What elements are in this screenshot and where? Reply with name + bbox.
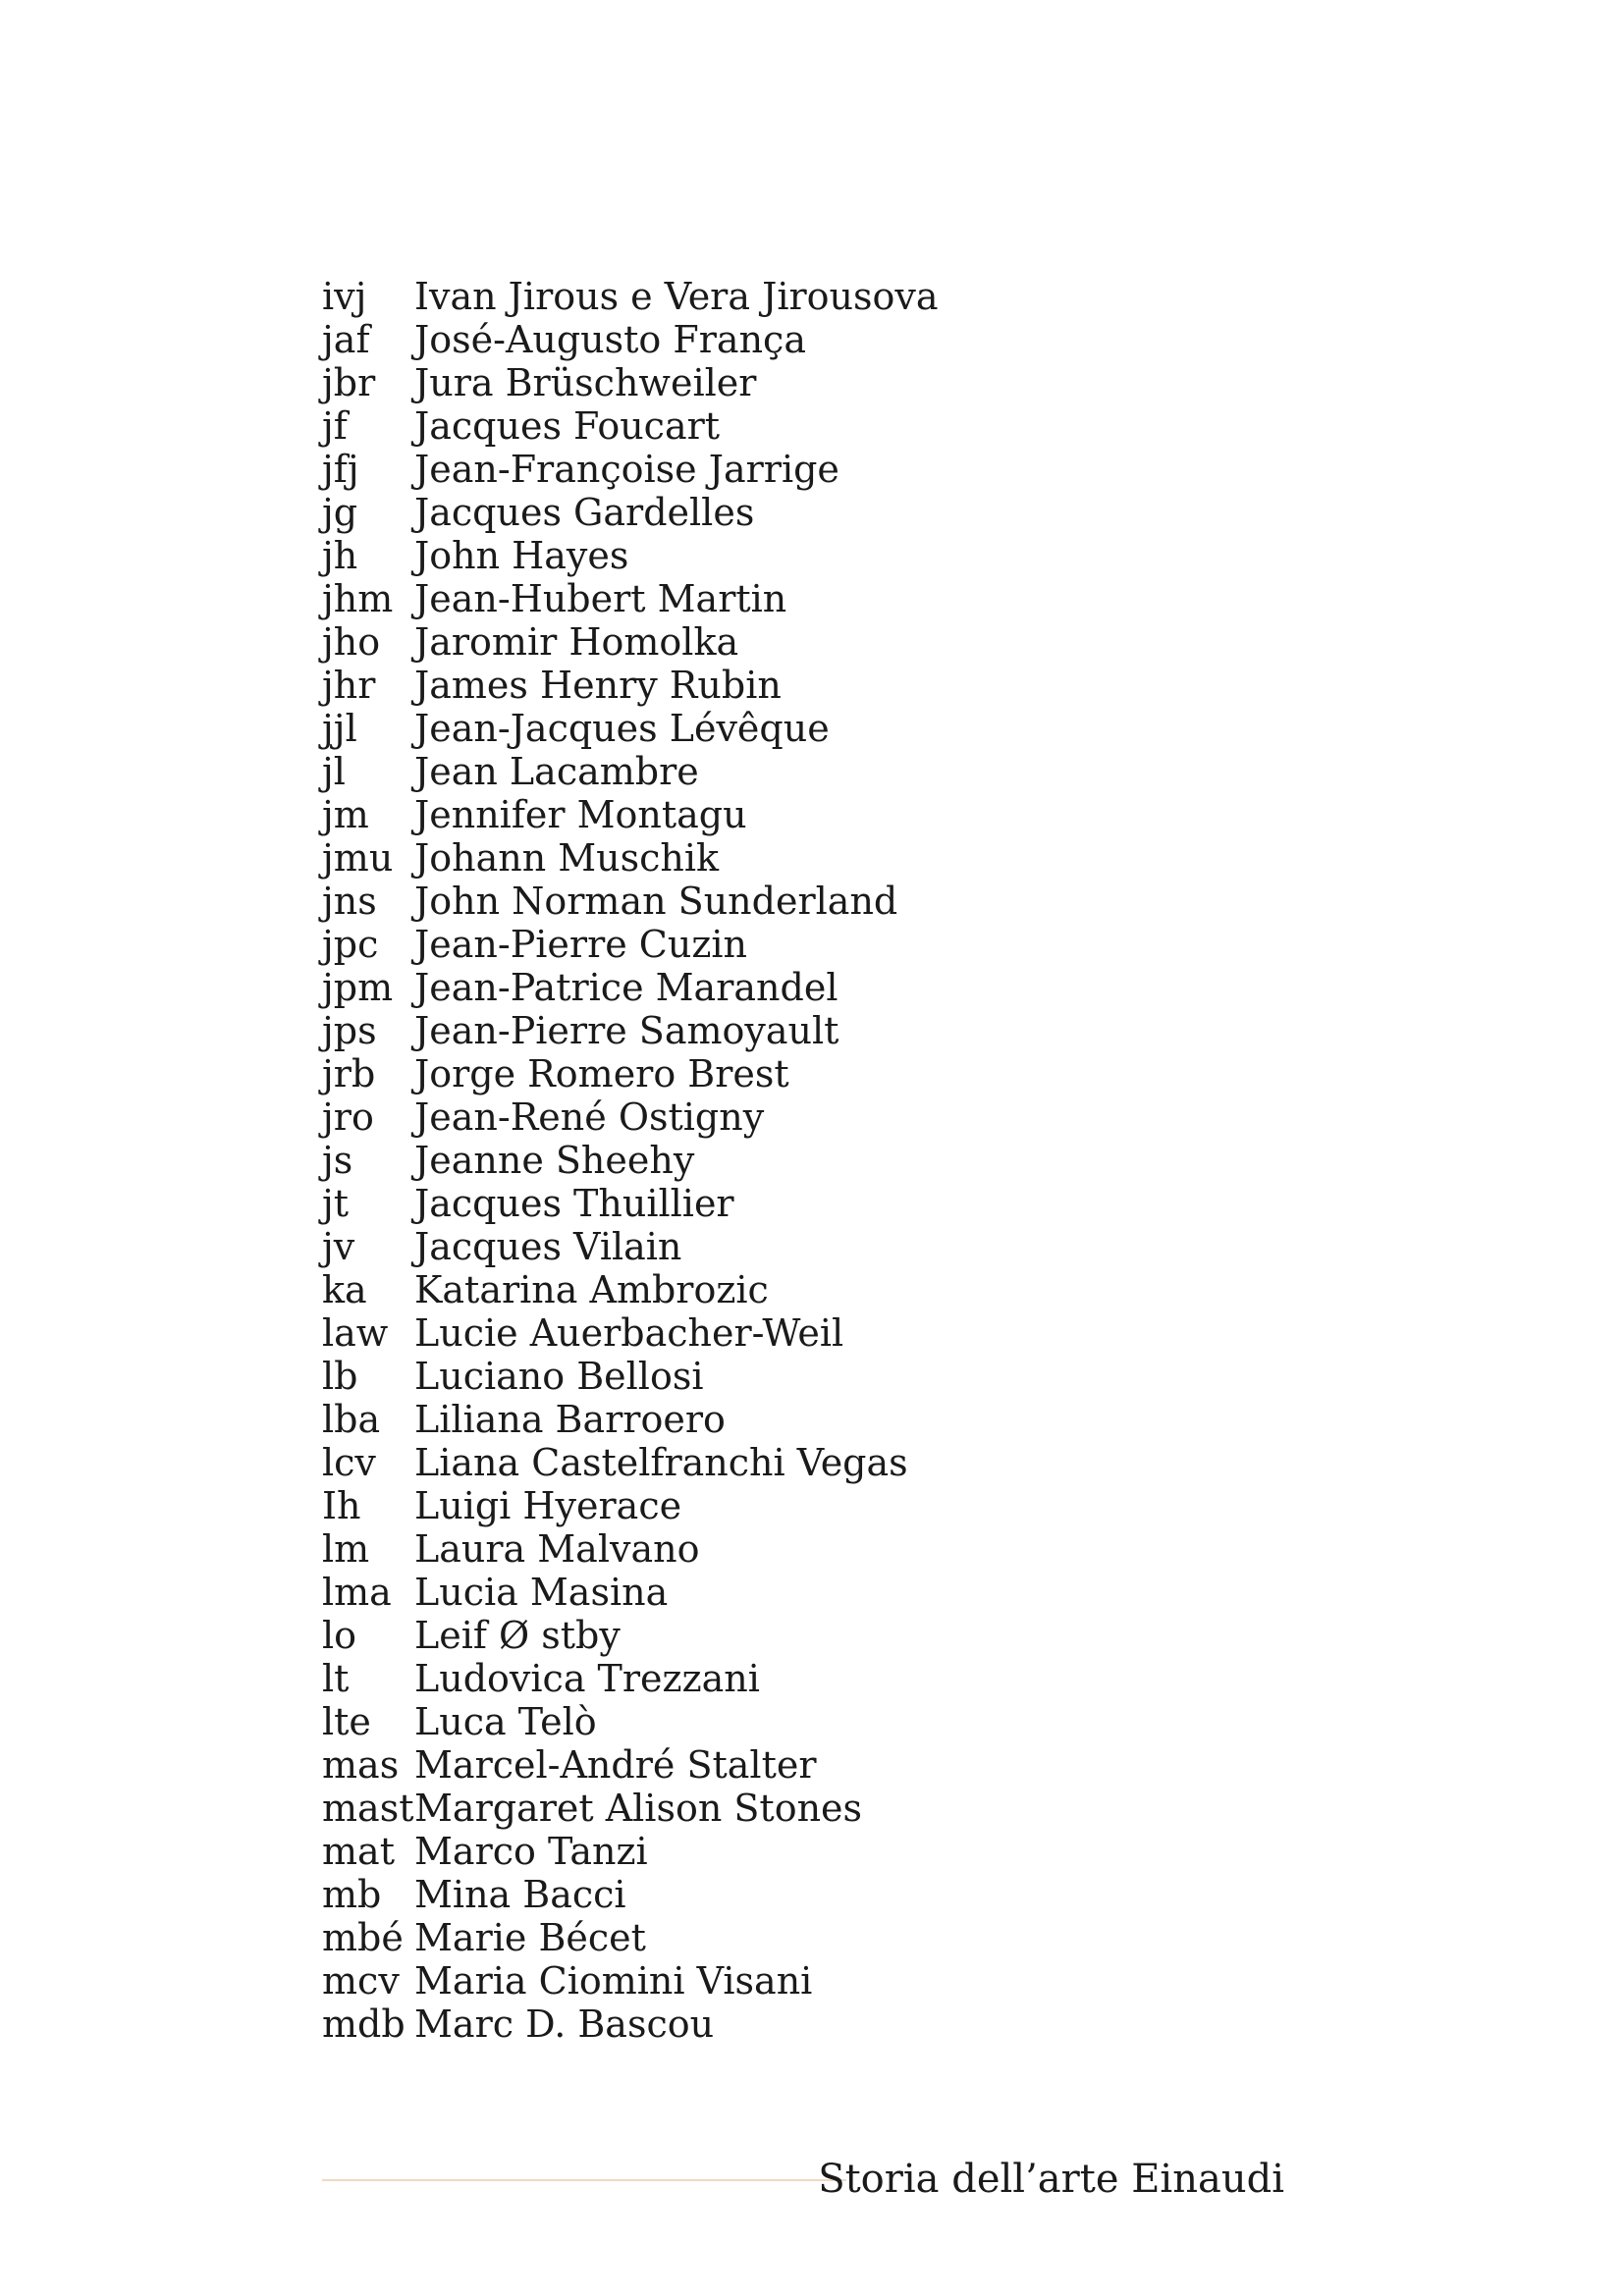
contributor-name: John Norman Sunderland xyxy=(414,880,898,923)
contributor-abbreviation: mas xyxy=(322,1743,400,1787)
contributor-entry xyxy=(322,1398,938,1441)
contributor-name: Katarina Ambrozic xyxy=(414,1268,769,1311)
contributor-abbreviation: jho xyxy=(322,620,381,664)
contributor-entry xyxy=(322,491,938,534)
contributor-abbreviation: Ih xyxy=(322,1484,361,1527)
contributor-entry xyxy=(322,1700,938,1743)
contributor-name: Lucie Auerbacher-Weil xyxy=(414,1311,844,1355)
contributor-abbreviation: lb xyxy=(322,1355,358,1398)
footer-title: Storia dell’arte Einaudi xyxy=(818,2157,1284,2202)
contributor-name: Jaromir Homolka xyxy=(414,620,739,664)
contributor-name: Jeanne Sheehy xyxy=(414,1139,695,1182)
contributor-entry xyxy=(322,1527,938,1571)
contributor-abbreviation: jg xyxy=(322,491,358,534)
contributor-name: Jean-Jacques Lévêque xyxy=(414,707,830,750)
page-footer xyxy=(322,2152,1284,2211)
contributor-entry xyxy=(322,1614,938,1657)
contributor-entry xyxy=(322,1441,938,1484)
contributor-entry xyxy=(322,1743,938,1787)
contributor-abbreviation: jrb xyxy=(322,1052,376,1095)
contributor-name: Liana Castelfranchi Vegas xyxy=(414,1441,908,1484)
contributor-abbreviation: js xyxy=(322,1139,353,1182)
contributor-entry xyxy=(322,664,938,707)
contributor-abbreviation: jaf xyxy=(322,318,370,361)
contributor-entry xyxy=(322,1268,938,1311)
contributor-entry xyxy=(322,923,938,966)
contributor-name: Mina Bacci xyxy=(414,1873,626,1916)
contributor-entry xyxy=(322,577,938,620)
contributor-name: Jacques Vilain xyxy=(414,1225,682,1268)
contributor-entry xyxy=(322,1009,938,1052)
contributor-abbreviation: jfj xyxy=(322,448,359,491)
contributor-name: Marcel-André Stalter xyxy=(414,1743,817,1787)
contributor-abbreviation: jjl xyxy=(322,707,357,750)
contributor-abbreviation: lm xyxy=(322,1527,370,1571)
contributor-abbreviation: jv xyxy=(322,1225,355,1268)
contributor-abbreviation: jps xyxy=(322,1009,377,1052)
contributor-name: Jacques Thuillier xyxy=(414,1182,734,1225)
contributor-name: Marc D. Bascou xyxy=(414,2002,715,2046)
contributor-entry xyxy=(322,1873,938,1916)
contributor-name: Luciano Bellosi xyxy=(414,1355,704,1398)
contributor-abbreviation: mast xyxy=(322,1787,414,1830)
contributor-abbreviation: jmu xyxy=(322,836,394,880)
contributor-abbreviation: mat xyxy=(322,1830,395,1873)
contributor-name: James Henry Rubin xyxy=(414,664,782,707)
contributor-entry xyxy=(322,1830,938,1873)
contributor-name: Lucia Masina xyxy=(414,1571,669,1614)
contributor-abbreviation: jf xyxy=(322,404,348,448)
contributor-entry xyxy=(322,1484,938,1527)
contributor-name: Luigi Hyerace xyxy=(414,1484,682,1527)
contributor-abbreviation: jh xyxy=(322,534,358,577)
contributor-entry xyxy=(322,880,938,923)
contributor-name: Jacques Gardelles xyxy=(414,491,755,534)
contributor-name: Marco Tanzi xyxy=(414,1830,648,1873)
contributor-name: Jean-Pierre Cuzin xyxy=(414,923,747,966)
contributor-entry xyxy=(322,1139,938,1182)
contributor-entry xyxy=(322,361,938,404)
contributor-entry xyxy=(322,966,938,1009)
contributor-abbreviation: mdb xyxy=(322,2002,406,2046)
contributor-entry xyxy=(322,534,938,577)
contributor-name: Jean-Françoise Jarrige xyxy=(414,448,839,491)
contributor-name: Jean Lacambre xyxy=(414,750,699,793)
contributor-entry xyxy=(322,620,938,664)
contributor-abbreviation: lt xyxy=(322,1657,350,1700)
contributor-entry xyxy=(322,1311,938,1355)
contributor-name: Jean-Hubert Martin xyxy=(414,577,787,620)
contributor-entry xyxy=(322,1095,938,1139)
contributor-entry xyxy=(322,1959,938,2002)
contributor-abbreviation: mb xyxy=(322,1873,382,1916)
contributor-abbreviation: lcv xyxy=(322,1441,376,1484)
contributor-name: Ludovica Trezzani xyxy=(414,1657,760,1700)
contributor-entry xyxy=(322,1182,938,1225)
contributor-name: John Hayes xyxy=(414,534,629,577)
contributor-entry xyxy=(322,275,938,318)
contributor-entry xyxy=(322,750,938,793)
contributor-entry xyxy=(322,1355,938,1398)
contributor-entry xyxy=(322,1225,938,1268)
contributor-abbreviation: lba xyxy=(322,1398,381,1441)
contributor-entry xyxy=(322,1916,938,1959)
contributor-name: Laura Malvano xyxy=(414,1527,700,1571)
contributor-entry xyxy=(322,404,938,448)
contributor-entry xyxy=(322,1052,938,1095)
contributor-entry xyxy=(322,707,938,750)
contributor-abbreviation: jhm xyxy=(322,577,394,620)
contributor-name: Jacques Foucart xyxy=(414,404,721,448)
contributor-name: José-Augusto França xyxy=(414,318,806,361)
contributor-abbreviation: jbr xyxy=(322,361,376,404)
contributor-abbreviation: jhr xyxy=(322,664,376,707)
contributor-entry xyxy=(322,836,938,880)
contributor-abbreviation: jm xyxy=(322,793,369,836)
contributor-name: Margaret Alison Stones xyxy=(414,1787,863,1830)
contributor-name: Jennifer Montagu xyxy=(414,793,747,836)
contributor-abbreviation: ivj xyxy=(322,275,367,318)
contributor-entry xyxy=(322,793,938,836)
contributor-abbreviation: jro xyxy=(322,1095,374,1139)
contributor-abbreviation: law xyxy=(322,1311,389,1355)
contributor-name: Marie Bécet xyxy=(414,1916,646,1959)
contributor-name: Ivan Jirous e Vera Jirousova xyxy=(414,275,939,318)
contributor-entry xyxy=(322,318,938,361)
contributor-abbreviation: lte xyxy=(322,1700,371,1743)
contributor-name: Jean-René Ostigny xyxy=(414,1095,765,1139)
contributor-abbreviation: mbé xyxy=(322,1916,404,1959)
contributor-name: Jorge Romero Brest xyxy=(414,1052,789,1095)
contributor-entry xyxy=(322,448,938,491)
contributor-name: Jean-Pierre Samoyault xyxy=(414,1009,839,1052)
contributor-abbreviation: ka xyxy=(322,1268,367,1311)
contributor-entry xyxy=(322,1571,938,1614)
contributor-list xyxy=(322,275,938,2046)
contributor-entry xyxy=(322,1787,938,1830)
contributor-name: Jean-Patrice Marandel xyxy=(414,966,839,1009)
contributor-abbreviation: lo xyxy=(322,1614,357,1657)
contributor-abbreviation: jt xyxy=(322,1182,350,1225)
contributor-name: Maria Ciomini Visani xyxy=(414,1959,813,2002)
contributor-abbreviation: mcv xyxy=(322,1959,400,2002)
contributor-name: Luca Telò xyxy=(414,1700,597,1743)
contributor-name: Liliana Barroero xyxy=(414,1398,726,1441)
contributor-entry xyxy=(322,2002,938,2046)
contributor-abbreviation: jpc xyxy=(322,923,379,966)
contributor-entry xyxy=(322,1657,938,1700)
contributor-abbreviation: jpm xyxy=(322,966,394,1009)
contributor-abbreviation: lma xyxy=(322,1571,392,1614)
contributor-abbreviation: jns xyxy=(322,880,377,923)
footer-rule xyxy=(322,2179,846,2181)
contributor-abbreviation: jl xyxy=(322,750,346,793)
contributor-name: Jura Brüschweiler xyxy=(414,361,757,404)
contributor-name: Johann Muschik xyxy=(414,836,720,880)
contributor-name: Leif Ø stby xyxy=(414,1614,621,1657)
